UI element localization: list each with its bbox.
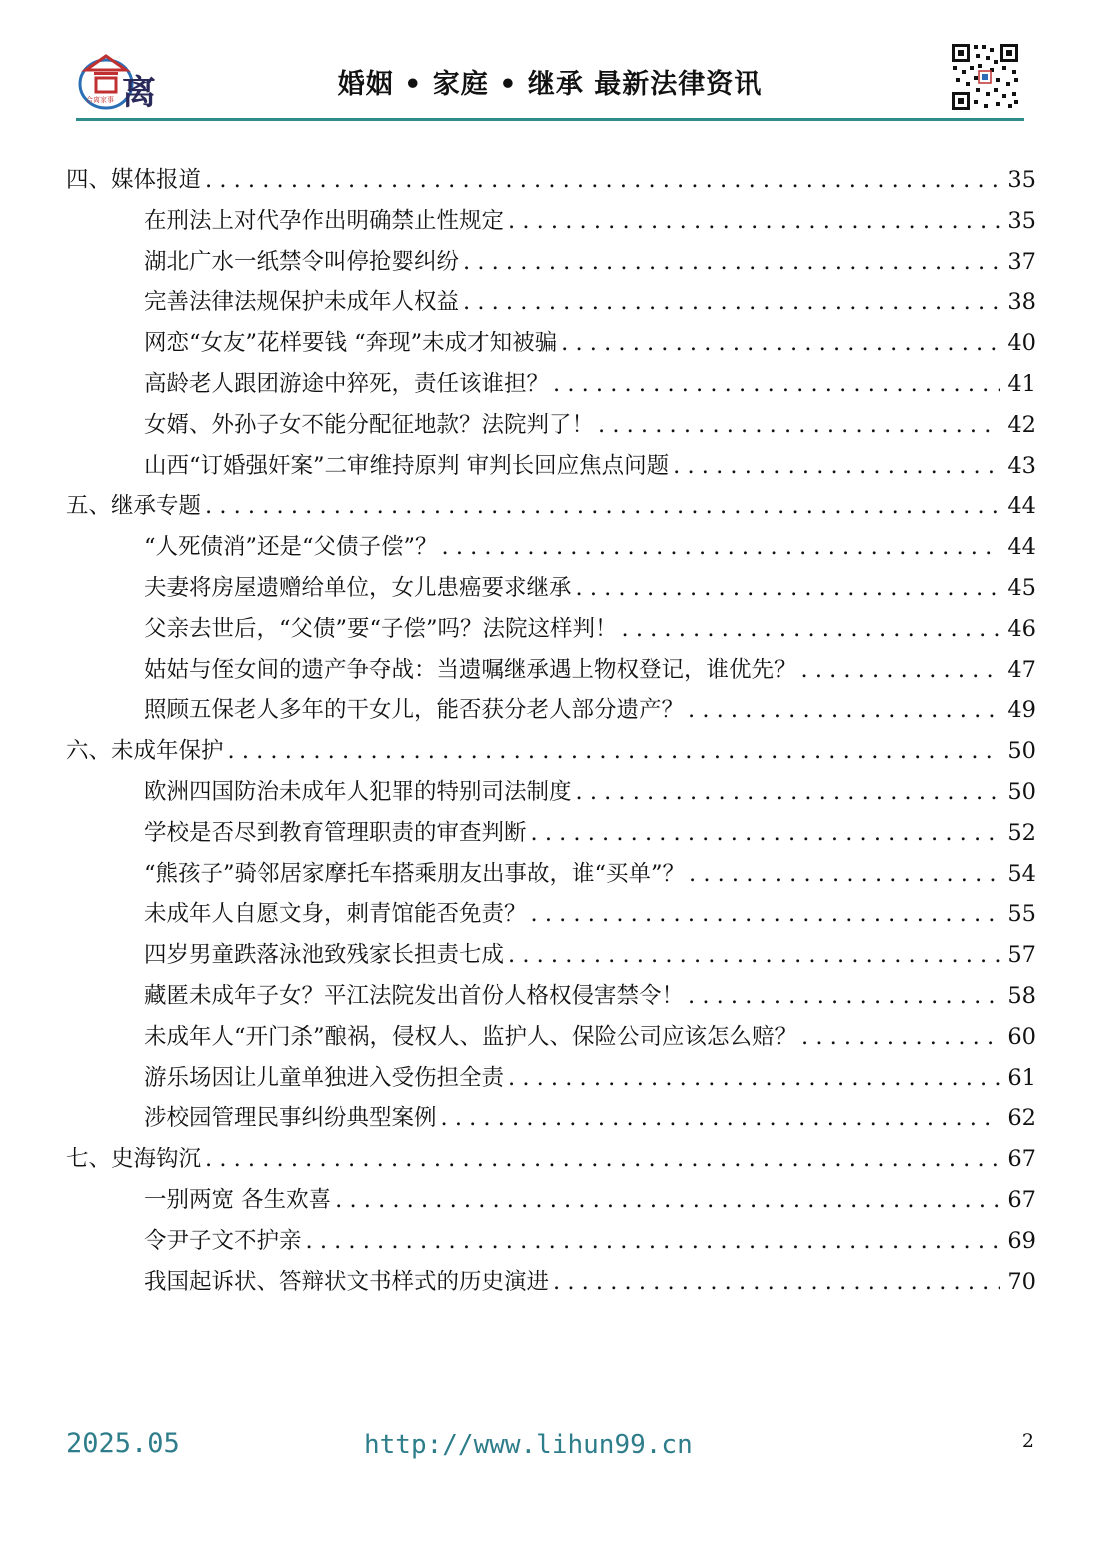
toc-entry-page: 50 bbox=[1007, 738, 1036, 765]
toc-entry-page: 47 bbox=[1007, 656, 1036, 683]
toc-entry[interactable] bbox=[66, 894, 1036, 935]
toc-entry[interactable] bbox=[66, 446, 1036, 487]
toc-entry-page: 55 bbox=[1007, 901, 1036, 928]
footer-date: 2025.05 bbox=[66, 1428, 180, 1459]
toc-entry-title: 六、未成年保护 bbox=[66, 738, 224, 765]
toc-entry-page: 41 bbox=[1007, 370, 1036, 397]
toc-entry[interactable] bbox=[66, 282, 1036, 323]
toc-entry-title: 完善法律法规保护未成年人权益 bbox=[144, 289, 460, 316]
toc-entry-page: 54 bbox=[1007, 860, 1036, 887]
toc-entry-page: 46 bbox=[1007, 615, 1036, 642]
toc-entry-page: 62 bbox=[1007, 1105, 1036, 1132]
toc-dot-leader bbox=[553, 364, 1000, 405]
toc-entry-page: 61 bbox=[1007, 1064, 1036, 1091]
toc-entry-page: 42 bbox=[1007, 411, 1036, 438]
toc-entry-title: 照顾五保老人多年的干女儿，能否获分老人部分遗产？ bbox=[144, 697, 685, 724]
toc-entry-title: 网恋“女友”花样要钱 “奔现”未成才知被骗 bbox=[144, 330, 558, 357]
toc-entry-title: 姑姑与侄女间的遗产争夺战：当遗嘱继承遇上物权登记，谁优先？ bbox=[144, 656, 797, 683]
toc-dot-leader bbox=[561, 323, 1000, 364]
toc-dot-leader bbox=[531, 894, 1000, 935]
toc-entry-title: 我国起诉状、答辩状文书样式的历史演进 bbox=[144, 1268, 550, 1295]
toc-dot-leader bbox=[531, 813, 1000, 854]
toc-entry[interactable] bbox=[66, 242, 1036, 283]
toc-entry-title: “人死债消”还是“父债子偿”？ bbox=[144, 534, 438, 561]
toc-entry-title: 游乐场因让儿童单独进入受伤担全责 bbox=[144, 1064, 505, 1091]
page-number: 2 bbox=[1021, 1430, 1034, 1452]
toc-entry[interactable] bbox=[66, 568, 1036, 609]
toc-entry-page: 49 bbox=[1007, 697, 1036, 724]
toc-entry-title: 高龄老人跟团游途中猝死，责任该谁担？ bbox=[144, 370, 550, 397]
toc-entry-title: 四、媒体报道 bbox=[66, 167, 202, 193]
toc-dot-leader bbox=[688, 690, 1000, 731]
toc-entry-page: 40 bbox=[1007, 330, 1036, 357]
toc-entry-title: 欧洲四国防治未成年人犯罪的特别司法制度 bbox=[144, 778, 572, 805]
footer-url[interactable]: http://www.lihun99.cn bbox=[364, 1430, 693, 1460]
toc-entry[interactable] bbox=[66, 1221, 1036, 1262]
toc-entry[interactable] bbox=[66, 609, 1036, 650]
toc-entry-title: 未成年人“开门杀”酿祸，侵权人、监护人、保险公司应该怎么赔？ bbox=[144, 1023, 798, 1050]
toc-section-heading[interactable] bbox=[66, 1139, 1036, 1180]
toc-dot-leader bbox=[205, 486, 1000, 527]
toc-dot-leader bbox=[801, 650, 1000, 691]
toc-dot-leader bbox=[306, 1221, 1000, 1262]
page-header bbox=[76, 40, 1024, 122]
toc-entry[interactable] bbox=[66, 1058, 1036, 1099]
toc-section-heading[interactable] bbox=[66, 731, 1036, 772]
toc-entry-title: 学校是否尽到教育管理职责的审查判断 bbox=[144, 819, 527, 846]
toc-entry-page: 58 bbox=[1007, 982, 1036, 1009]
toc-entry-title: 令尹子文不护亲 bbox=[144, 1227, 302, 1254]
logo-subtitle: 合离家事 bbox=[86, 96, 114, 104]
toc-entry-page: 38 bbox=[1007, 289, 1036, 316]
toc-entry[interactable] bbox=[66, 323, 1036, 364]
toc-entry[interactable] bbox=[66, 1180, 1036, 1221]
toc-dot-leader bbox=[801, 1017, 1000, 1058]
toc-entry[interactable] bbox=[66, 976, 1036, 1017]
toc-dot-leader bbox=[553, 1262, 1000, 1303]
toc-dot-leader bbox=[335, 1180, 1000, 1221]
toc-entry-title: 在刑法上对代孕作出明确禁止性规定 bbox=[144, 207, 505, 234]
toc-dot-leader bbox=[228, 731, 1000, 772]
toc-entry[interactable] bbox=[66, 813, 1036, 854]
toc-entry-title: 山西“订婚强奸案”二审维持原判 审判长回应焦点问题 bbox=[144, 452, 670, 479]
toc-entry-title: 涉校园管理民事纠纷典型案例 bbox=[144, 1105, 437, 1132]
toc-dot-leader bbox=[205, 160, 1000, 201]
toc-dot-leader bbox=[205, 1139, 1000, 1180]
toc-entry[interactable] bbox=[66, 650, 1036, 691]
toc-entry-page: 50 bbox=[1007, 778, 1036, 805]
toc-entry-title: 藏匿未成年子女？平江法院发出首份人格权侵害禁令！ bbox=[144, 982, 685, 1009]
toc-dot-leader bbox=[508, 935, 1000, 976]
toc-entry-page: 70 bbox=[1007, 1268, 1036, 1295]
toc-entry-page: 43 bbox=[1007, 452, 1036, 479]
toc-entry-page: 35 bbox=[1007, 207, 1036, 234]
toc-dot-leader bbox=[689, 854, 1000, 895]
toc-entry[interactable] bbox=[66, 935, 1036, 976]
toc-entry-title: 未成年人自愿文身，刺青馆能否免责？ bbox=[144, 901, 527, 928]
toc-entry[interactable] bbox=[66, 364, 1036, 405]
toc-dot-leader bbox=[576, 772, 1000, 813]
toc-entry[interactable] bbox=[66, 405, 1036, 446]
toc-entry-page: 44 bbox=[1007, 493, 1036, 520]
toc-entry-page: 69 bbox=[1007, 1227, 1036, 1254]
header-title: 婚姻 • 家庭 • 继承 最新法律资讯 bbox=[337, 69, 763, 100]
toc-dot-leader bbox=[442, 527, 1000, 568]
toc-dot-leader bbox=[622, 609, 1000, 650]
toc-dot-leader bbox=[508, 201, 1000, 242]
toc-entry[interactable] bbox=[66, 690, 1036, 731]
toc-entry[interactable] bbox=[66, 1017, 1036, 1058]
toc-entry-title: 五、继承专题 bbox=[66, 493, 202, 520]
toc-entry-page: 67 bbox=[1007, 1186, 1036, 1213]
toc-entry-title: 夫妻将房屋遗赠给单位，女儿患癌要求继承 bbox=[144, 574, 572, 601]
toc-entry[interactable] bbox=[66, 201, 1036, 242]
toc-entry-title: 女婿、外孙子女不能分配征地款？法院判了！ bbox=[144, 411, 595, 438]
toc-section-heading[interactable] bbox=[66, 160, 1036, 201]
toc-entry[interactable] bbox=[66, 772, 1036, 813]
toc-entry-title: 七、史海钩沉 bbox=[66, 1146, 202, 1173]
qr-code-icon bbox=[950, 42, 1020, 112]
toc-entry-page: 60 bbox=[1007, 1023, 1036, 1050]
toc-entry-page: 44 bbox=[1007, 534, 1036, 561]
toc-entry-title: 湖北广水一纸禁令叫停抢婴纠纷 bbox=[144, 248, 460, 275]
toc-entry-page: 45 bbox=[1007, 574, 1036, 601]
toc-dot-leader bbox=[598, 405, 1000, 446]
header-divider bbox=[76, 118, 1024, 121]
toc-dot-leader bbox=[688, 976, 1000, 1017]
toc-entry[interactable] bbox=[66, 854, 1036, 895]
toc-section-heading[interactable] bbox=[66, 486, 1036, 527]
toc-entry-page: 37 bbox=[1007, 248, 1036, 275]
toc-dot-leader bbox=[576, 568, 1000, 609]
toc-entry-page: 57 bbox=[1007, 942, 1036, 969]
toc-dot-leader bbox=[463, 242, 1000, 283]
toc-dot-leader bbox=[673, 446, 1000, 487]
table-of-contents bbox=[66, 160, 1036, 1302]
toc-entry-title: 父亲去世后，“父债”要“子偿”吗？法院这样判！ bbox=[144, 615, 618, 642]
toc-dot-leader bbox=[463, 282, 1000, 323]
toc-entry[interactable] bbox=[66, 1262, 1036, 1303]
toc-entry-page: 67 bbox=[1007, 1146, 1036, 1173]
toc-entry[interactable] bbox=[66, 527, 1036, 568]
toc-dot-leader bbox=[441, 1098, 1000, 1139]
toc-entry-page: 35 bbox=[1007, 167, 1036, 193]
toc-entry-page: 52 bbox=[1007, 819, 1036, 846]
toc-entry-title: 四岁男童跌落泳池致残家长担责七成 bbox=[144, 942, 505, 969]
toc-entry[interactable] bbox=[66, 1098, 1036, 1139]
toc-entry-title: 一别两宽 各生欢喜 bbox=[144, 1186, 332, 1213]
toc-entry-title: “熊孩子”骑邻居家摩托车搭乘朋友出事故，谁“买单”？ bbox=[144, 860, 686, 887]
toc-dot-leader bbox=[508, 1058, 1000, 1099]
svg-text:离: 离 bbox=[122, 73, 156, 112]
